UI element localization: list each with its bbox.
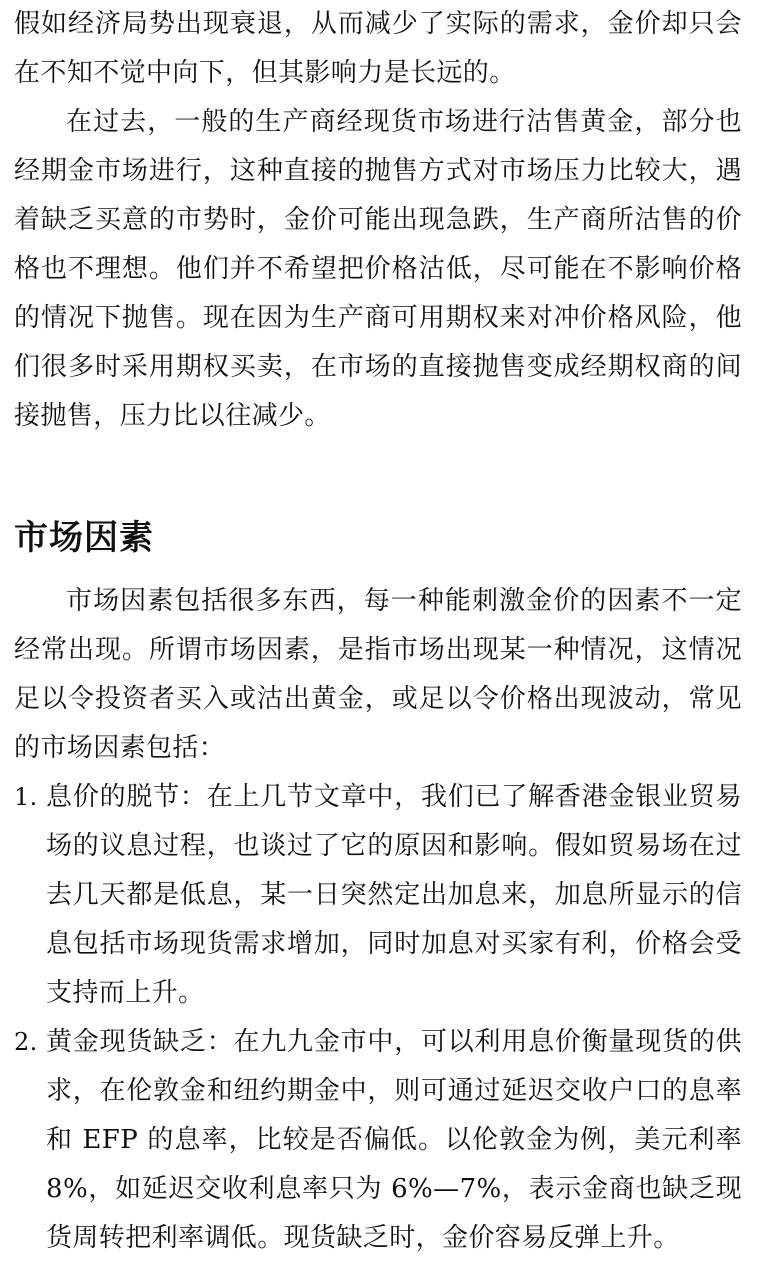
list-item-number: 1. — [14, 783, 38, 811]
list-item — [14, 773, 742, 1018]
section-heading: 市场因素 — [14, 518, 154, 558]
paragraph-2: 在过去，一般的生产商经现货市场进行沽售黄金，部分也经期金市场进行，这种直接的抛售方式对市场压力比较大，遇着缺乏买意的市势时，金价可能出现急跌，生产商所沽售的价格也不理想。他们并不希望把价格沽低，尽可能在不影响价格的情况下抛售。现在因为生产商可用期权来对冲价格风险，他们很多时采用期权买卖，在市场的直接抛售变成经期权商的间接抛售，压力比以往减少。 — [14, 107, 742, 431]
list-item — [14, 1018, 742, 1263]
section-intro: 市场因素包括很多东西，每一种能刺激金价的因素不一定经常出现。所谓市场因素，是指市场出现某一种情况，这情况足以令投资者买入或沽出黄金，或足以令价格出现波动，常见的市场因素包括： — [14, 586, 742, 763]
list-item-text: 黄金现货缺乏：在九九金市中，可以利用息价衡量现货的供求，在伦敦金和纽约期金中，则可通过延迟交收户口的息率和 EFP 的息率，比较是否偏低。以伦敦金为例，美元利率 8%，如延迟交收利息率只为 6%—7%，表示金商也缺乏现货周转把利率调低。现货缺乏时，金价容易反弹上升。 — [46, 1027, 742, 1253]
list-item-number: 2. — [14, 1028, 38, 1056]
list-item-text: 息价的脱节：在上几节文章中，我们已了解香港金银业贸易场的议息过程，也谈过了它的原因和影响。假如贸易场在过去几天都是低息，某一日突然定出加息来，加息所显示的信息包括市场现货需求增加，同时加息对买家有利，价格会受支持而上升。 — [46, 782, 742, 1008]
paragraph-1: 假如经济局势出现衰退，从而减少了实际的需求，金价却只会在不知不觉中向下，但其影响力是长远的。 — [14, 9, 742, 88]
factor-list — [14, 773, 742, 1263]
